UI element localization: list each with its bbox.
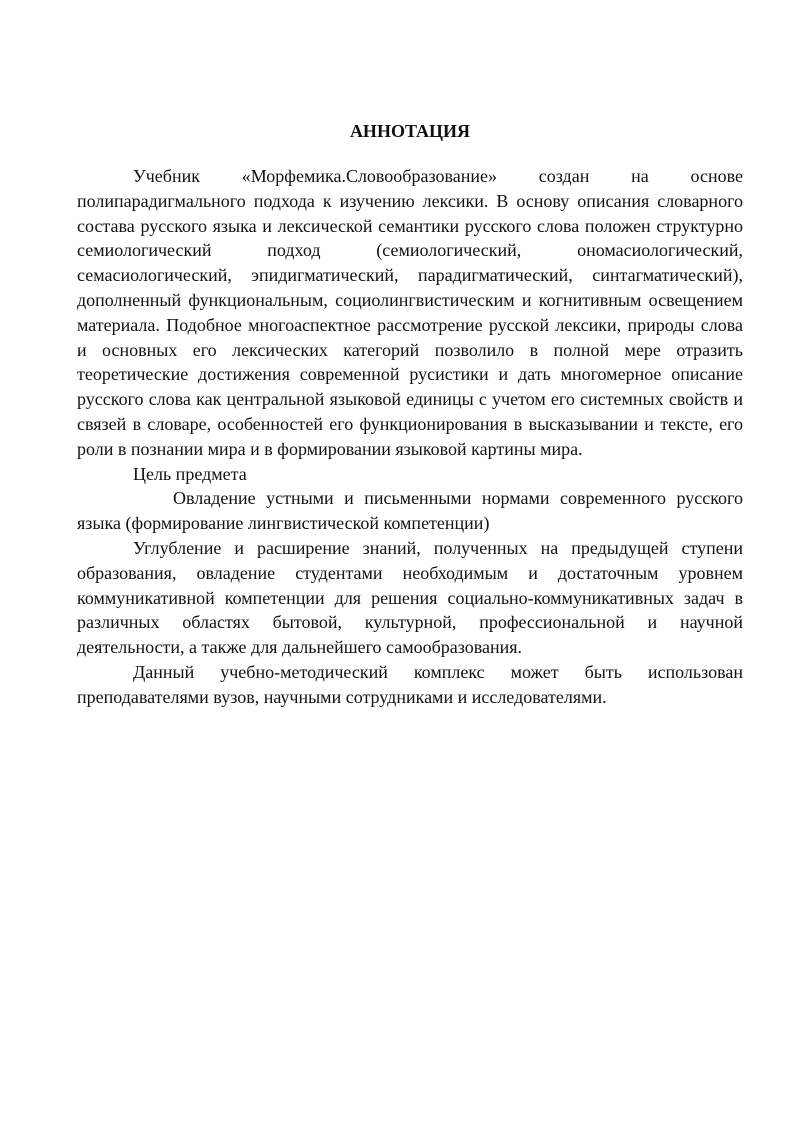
paragraph-goal-heading: Цель предмета	[133, 463, 247, 484]
paragraph-goal-2: Углубление и расширение знаний, полученных на предыдущей ступени образования, овладение студентами необходимым и достаточным уровнем коммуникативной компетенции для решения социально-коммуникативных задач в различных областях бытовой, культурной, профессиональной и научной деятельности, а также для дальнейшего самообразования.	[77, 537, 743, 658]
document-page	[77, 0, 743, 1131]
document-title: АННОТАЦИЯ	[349, 121, 471, 141]
document-body	[77, 164, 743, 710]
paragraph-annotation: Учебник «Морфемика.Словообразование» создан на основе полипарадигмального подхода к изучению лексики. В основу описания словарного состава русского языка и лексической семантики русского слова положен структурно семиологический подход (семиологический, ономасиологический, семасиологический, эпидигматический, парадигматический, синтагматический), дополненный функциональным, социолингвистическим и когнитивным освещением материала. Подобное многоаспектное рассмотрение русской лексики, природы слова и основных его лексических категорий позволило в полной мере отразить теоретические достижения современной русистики и дать многомерное описание русского слова как центральной языковой единицы с учетом его системных свойств и связей в словаре, особенностей его функционирования в высказывании и тексте, его роли в познании мира и в формировании языковой картины мира.	[77, 166, 743, 459]
paragraph-audience: Данный учебно-методический комплекс может быть использован преподавателями вузов, научными сотрудниками и исследователями.	[77, 661, 743, 707]
paragraph-goal-1: Овладение устными и письменными нормами современного русского языка (формирование лингвистической компетенции)	[77, 488, 743, 534]
